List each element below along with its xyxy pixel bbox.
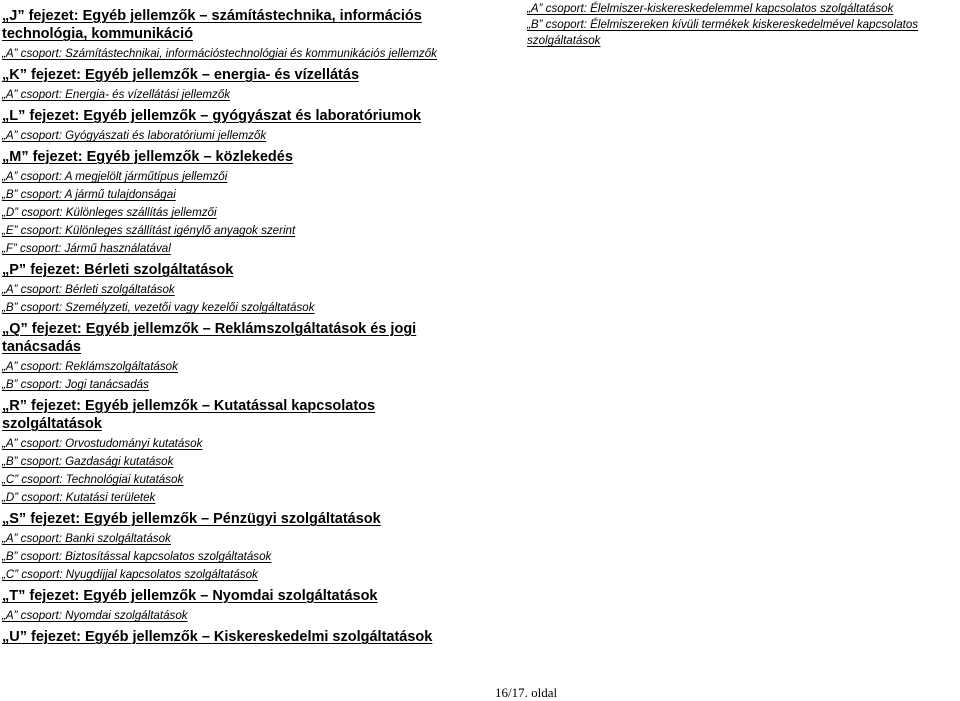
- group-link[interactable]: „C” csoport: Nyugdíjjal kapcsolatos szolgáltatások: [2, 568, 258, 581]
- chapter-link[interactable]: „P” fejezet: Bérleti szolgáltatások: [2, 262, 234, 278]
- group-link[interactable]: „B” csoport: Gazdasági kutatások: [2, 455, 174, 468]
- group-link[interactable]: „E” csoport: Különleges szállítást igénylő anyagok szerint: [2, 224, 296, 237]
- chapter-link[interactable]: „U” fejezet: Egyéb jellemzők – Kiskereskedelmi szolgáltatások: [2, 629, 433, 645]
- group-link[interactable]: „D” csoport: Különleges szállítás jellemzői: [2, 206, 217, 219]
- group-link[interactable]: „A” csoport: Banki szolgáltatások: [2, 532, 171, 545]
- left-column: [2, 0, 452, 646]
- group-link[interactable]: „A” csoport: Nyomdai szolgáltatások: [2, 609, 188, 622]
- group-link[interactable]: „A” csoport: Számítástechnikai, információstechnológiai és kommunikációs jellemzők: [2, 47, 437, 60]
- chapter-link[interactable]: „R” fejezet: Egyéb jellemzők – Kutatással kapcsolatos szolgáltatások: [2, 398, 376, 432]
- group-link[interactable]: „A” csoport: Élelmiszer-kiskereskedelemmel kapcsolatos szolgáltatások: [527, 2, 894, 15]
- chapter-link[interactable]: „Q” fejezet: Egyéb jellemzők – Reklámszolgáltatások és jogi tanácsadás: [2, 321, 417, 355]
- chapter-link[interactable]: „K” fejezet: Egyéb jellemzők – energia- és vízellátás: [2, 67, 360, 83]
- group-link[interactable]: „F” csoport: Jármű használatával: [2, 242, 171, 255]
- group-link[interactable]: „A” csoport: Gyógyászati és laboratóriumi jellemzők: [2, 129, 267, 142]
- group-link[interactable]: „B” csoport: Élelmiszereken kívüli termékek kiskereskedelmével kapcsolatos szolgáltatások: [527, 18, 919, 47]
- chapter-link[interactable]: „J” fejezet: Egyéb jellemzők – számítástechnika, információs technológia, kommunikáció: [2, 8, 422, 42]
- chapter-link[interactable]: „M” fejezet: Egyéb jellemzők – közlekedés: [2, 149, 293, 165]
- page-number: 16/17. oldal: [495, 685, 558, 700]
- group-link[interactable]: „A” csoport: A megjelölt járműtípus jellemzői: [2, 170, 228, 183]
- chapter-link[interactable]: „T” fejezet: Egyéb jellemzők – Nyomdai szolgáltatások: [2, 588, 378, 604]
- group-link[interactable]: „A” csoport: Reklámszolgáltatások: [2, 360, 178, 373]
- group-link[interactable]: „C” csoport: Technológiai kutatások: [2, 473, 184, 486]
- right-column: [527, 1, 957, 49]
- group-link[interactable]: „B” csoport: Biztosítással kapcsolatos szolgáltatások: [2, 550, 272, 563]
- group-link[interactable]: „A” csoport: Orvostudományi kutatások: [2, 437, 203, 450]
- chapter-link[interactable]: „S” fejezet: Egyéb jellemzők – Pénzügyi szolgáltatások: [2, 511, 381, 527]
- group-link[interactable]: „B” csoport: Jogi tanácsadás: [2, 378, 149, 391]
- chapter-link[interactable]: „L” fejezet: Egyéb jellemzők – gyógyászat és laboratóriumok: [2, 108, 422, 124]
- group-link[interactable]: „D” csoport: Kutatási területek: [2, 491, 156, 504]
- group-link[interactable]: „A” csoport: Energia- és vízellátási jellemzők: [2, 88, 231, 101]
- group-link[interactable]: „B” csoport: Személyzeti, vezetői vagy kezelői szolgáltatások: [2, 301, 315, 314]
- group-link[interactable]: „B” csoport: A jármű tulajdonságai: [2, 188, 176, 201]
- group-link[interactable]: „A” csoport: Bérleti szolgáltatások: [2, 283, 175, 296]
